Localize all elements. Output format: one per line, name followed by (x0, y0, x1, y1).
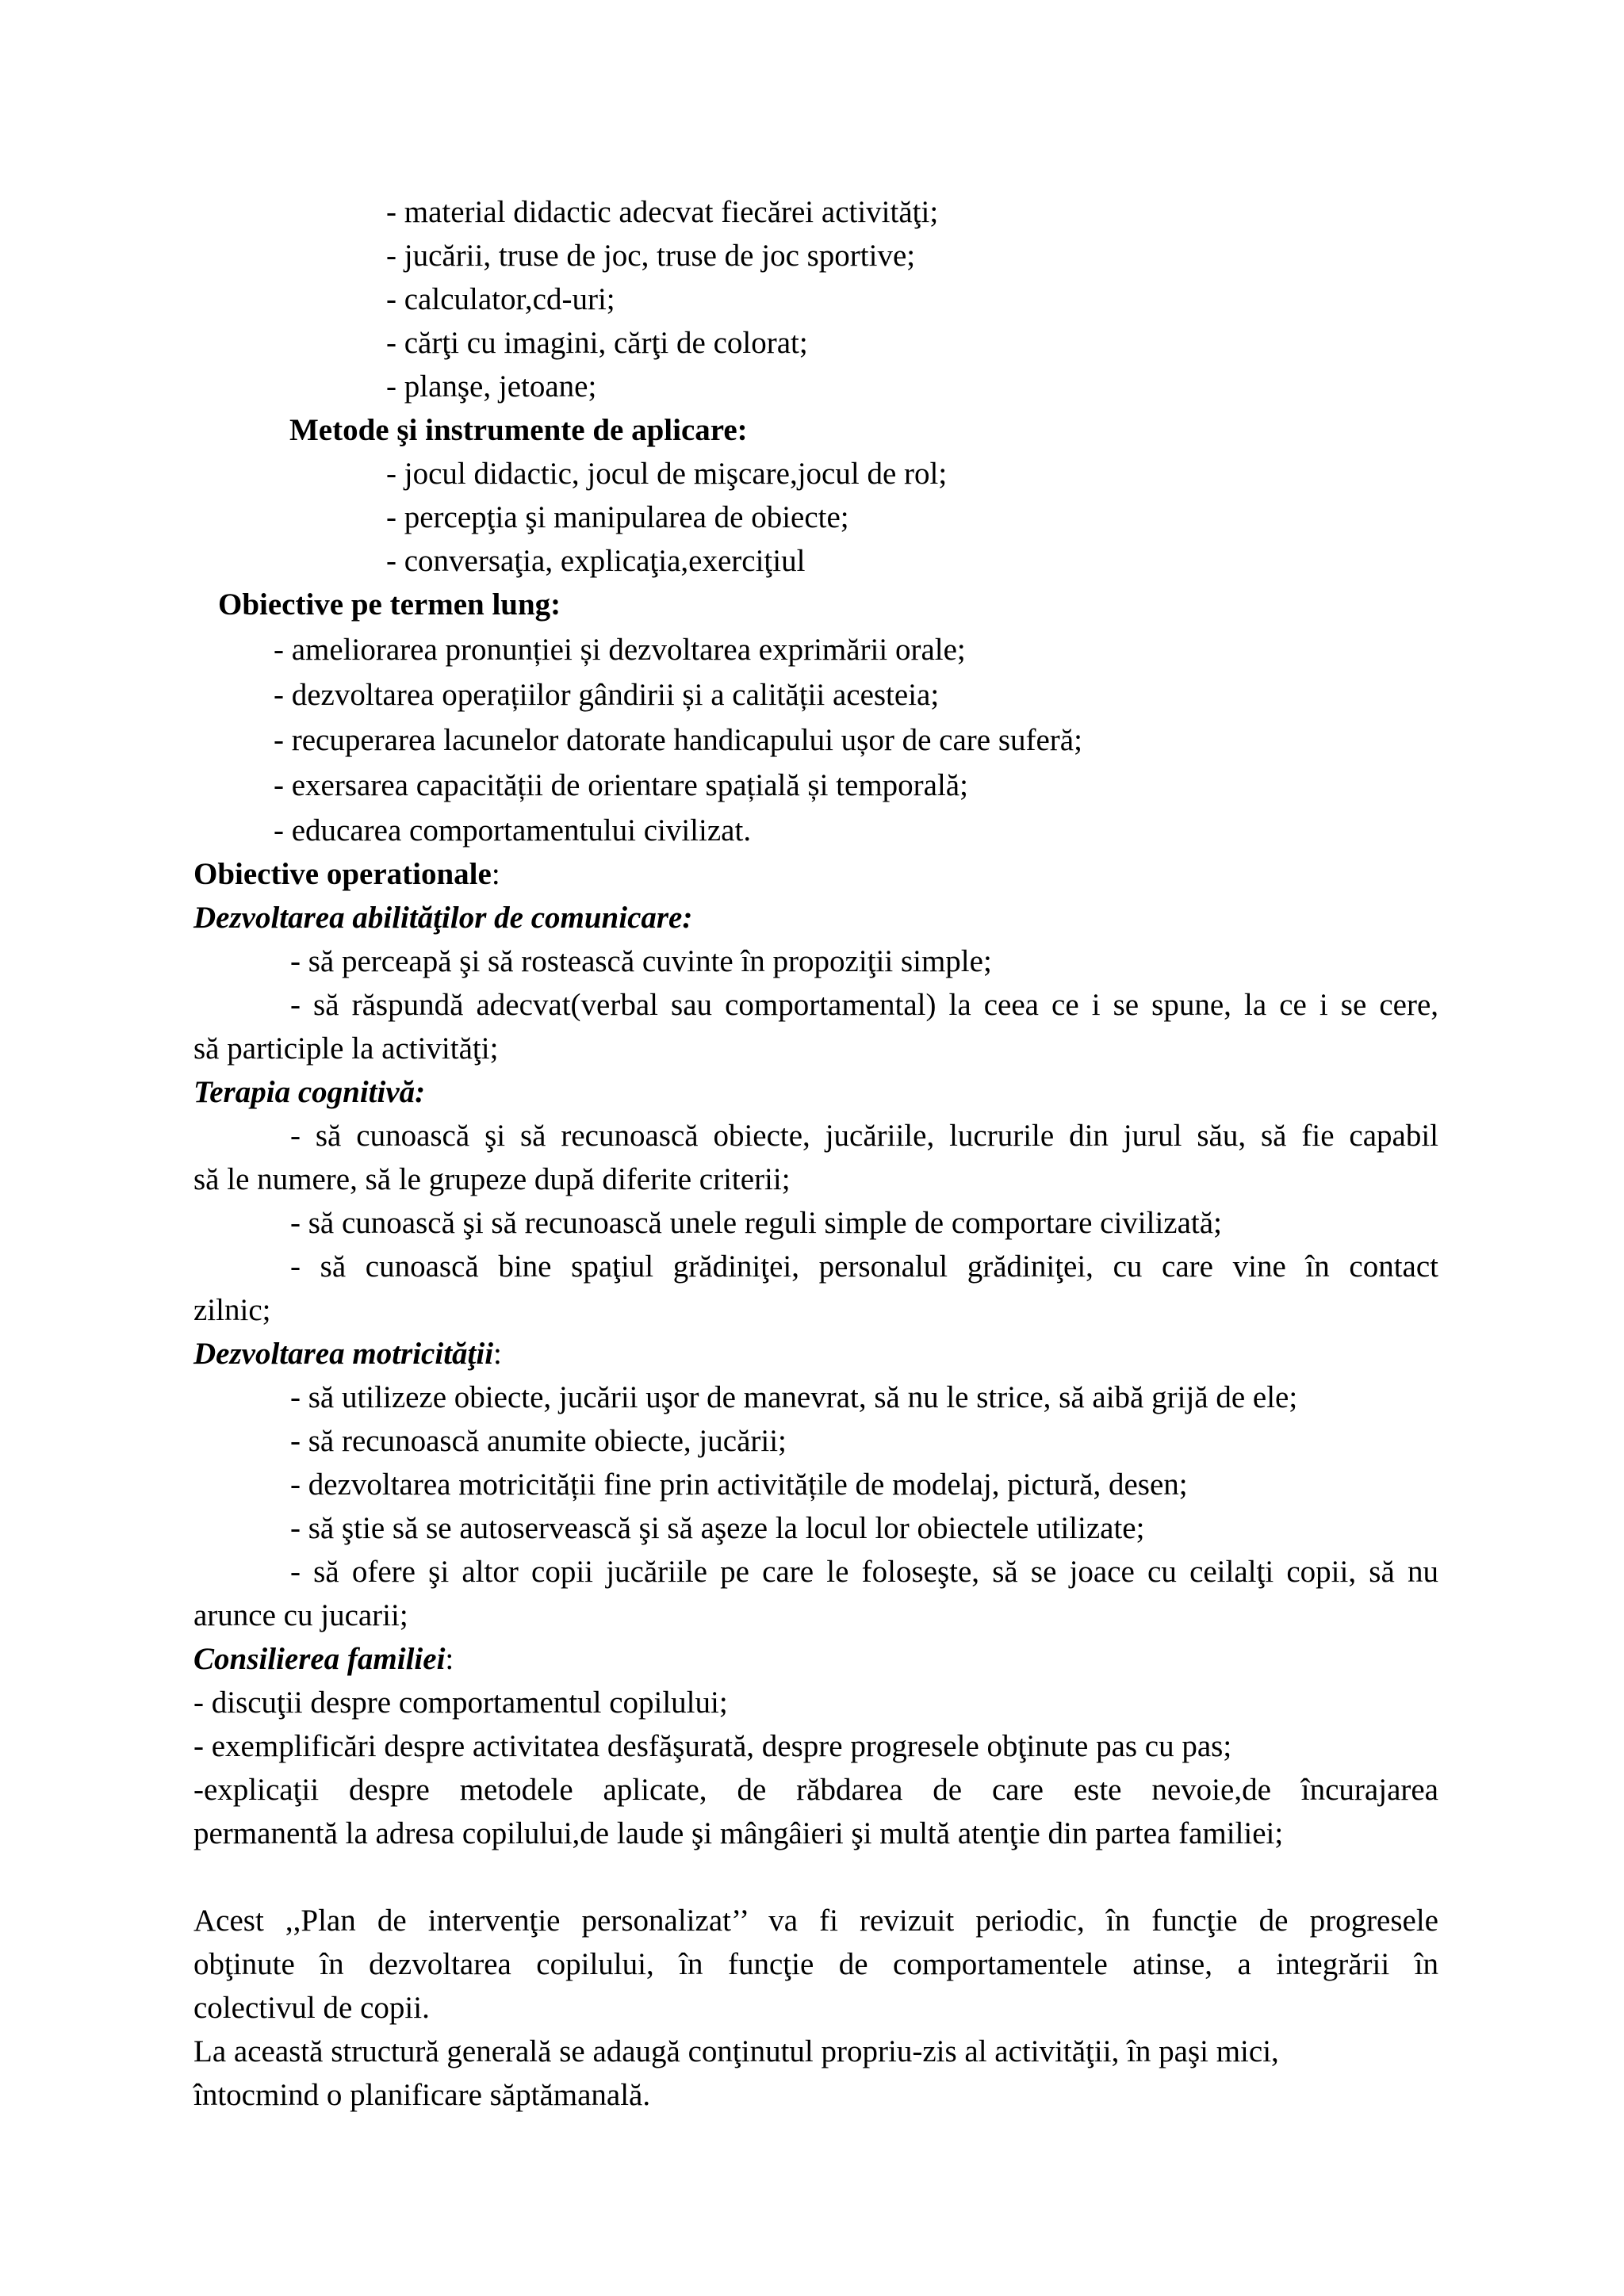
list-item-continuation: să participle la activităţi; (193, 1031, 499, 1066)
subsection-heading-communication: Dezvoltarea abilităţilor de comunicare: (193, 901, 693, 935)
section-heading-methods: Metode şi instrumente de aplicare: (289, 413, 748, 447)
list-item: - recuperarea lacunelor datorate handicapului ușor de care suferă; (274, 723, 1082, 757)
list-item-continuation: permanentă la adresa copilului,de laude şi mângâieri şi multă atenţie din partea familiei; (193, 1816, 1284, 1850)
list-item: - calculator,cd-uri; (386, 282, 615, 316)
list-item: - să ştie să se autoservească şi să aşeze la locul lor obiectele utilizate; (290, 1511, 1145, 1545)
heading-text: Obiective operationale (193, 857, 492, 891)
list-item: - educarea comportamentului civilizat. (274, 813, 752, 848)
list-item-continuation: să le numere, să le grupeze după diferite criterii; (193, 1162, 791, 1196)
section-heading-operational (193, 852, 500, 896)
list-item: - planşe, jetoane; (386, 369, 597, 404)
list-item: - să perceapă şi să rostească cuvinte în propoziţii simple; (290, 944, 992, 978)
closing-paragraph-line: întocmind o planificare săptămanală. (193, 2078, 651, 2112)
list-item: - să cunoască şi să recunoască obiecte, jucăriile, lucrurile din jurul său, să fie capabil (290, 1119, 1438, 1153)
subsection-heading-family (193, 1637, 454, 1681)
list-item: - să utilizeze obiecte, jucării uşor de manevrat, să nu le strice, să aibă grijă de ele; (290, 1380, 1298, 1414)
subsection-heading-motor (193, 1332, 502, 1376)
list-item: - să cunoască bine spaţiul grădiniţei, personalul grădiniţei, cu care vine în contact (290, 1249, 1438, 1284)
list-item: - exemplificări despre activitatea desfăşurată, despre progresele obţinute pas cu pas; (193, 1729, 1232, 1763)
heading-text: Consilierea familiei (193, 1642, 446, 1676)
heading-text: Dezvoltarea motricităţii (193, 1337, 494, 1371)
list-item: - jocul didactic, jocul de mişcare,jocul de rol; (386, 457, 948, 491)
list-item: - conversaţia, explicaţia,exerciţiul (386, 544, 806, 578)
list-item: -explicaţii despre metodele aplicate, de răbdarea de care este nevoie,de încurajarea (193, 1773, 1438, 1807)
list-item: - să răspundă adecvat(verbal sau comportamental) la ceea ce i se spune, la ce i se cere, (290, 988, 1438, 1022)
list-item: - jucării, truse de joc, truse de joc sportive; (386, 239, 916, 273)
list-item-continuation: zilnic; (193, 1293, 271, 1327)
list-item: - material didactic adecvat fiecărei activităţi; (386, 195, 939, 229)
heading-colon: : (493, 1337, 502, 1371)
list-item-continuation: arunce cu jucarii; (193, 1598, 408, 1632)
heading-colon: : (445, 1642, 454, 1676)
list-item: - cărţi cu imagini, cărţi de colorat; (386, 326, 808, 360)
closing-paragraph-line: obţinute în dezvoltarea copilului, în funcţie de comportamentele atinse, a integrării în (193, 1947, 1438, 1981)
closing-paragraph-line: Acest ,,Plan de intervenţie personalizat’’ va fi revizuit periodic, în funcţie de progresele (193, 1904, 1438, 1938)
list-item: - să recunoască anumite obiecte, jucării; (290, 1424, 787, 1458)
closing-paragraph-line: La această structură generală se adaugă conţinutul propriu-zis al activităţii, în paşi mici, (193, 2034, 1279, 2068)
subsection-heading-cognitive: Terapia cognitivă: (193, 1075, 426, 1109)
list-item: - dezvoltarea motricității fine prin activitățile de modelaj, pictură, desen; (290, 1468, 1188, 1502)
list-item: - dezvoltarea operațiilor gândirii și a calității acesteia; (274, 678, 940, 712)
list-item: - discuţii despre comportamentul copilului; (193, 1686, 728, 1720)
list-item: - să ofere şi altor copii jucăriile pe care le foloseşte, să se joace cu ceilalţi copii, să nu (290, 1555, 1438, 1589)
list-item: - percepţia şi manipularea de obiecte; (386, 500, 849, 534)
list-item: - să cunoască şi să recunoască unele reguli simple de comportare civilizată; (290, 1206, 1222, 1240)
list-item: - ameliorarea pronunției și dezvoltarea exprimării orale; (274, 633, 966, 667)
list-item: - exersarea capacității de orientare spațială și temporală; (274, 768, 968, 802)
closing-paragraph-line: colectivul de copii. (193, 1991, 430, 2025)
heading-colon: : (491, 857, 500, 891)
section-heading-long-term: Obiective pe termen lung: (218, 587, 561, 622)
